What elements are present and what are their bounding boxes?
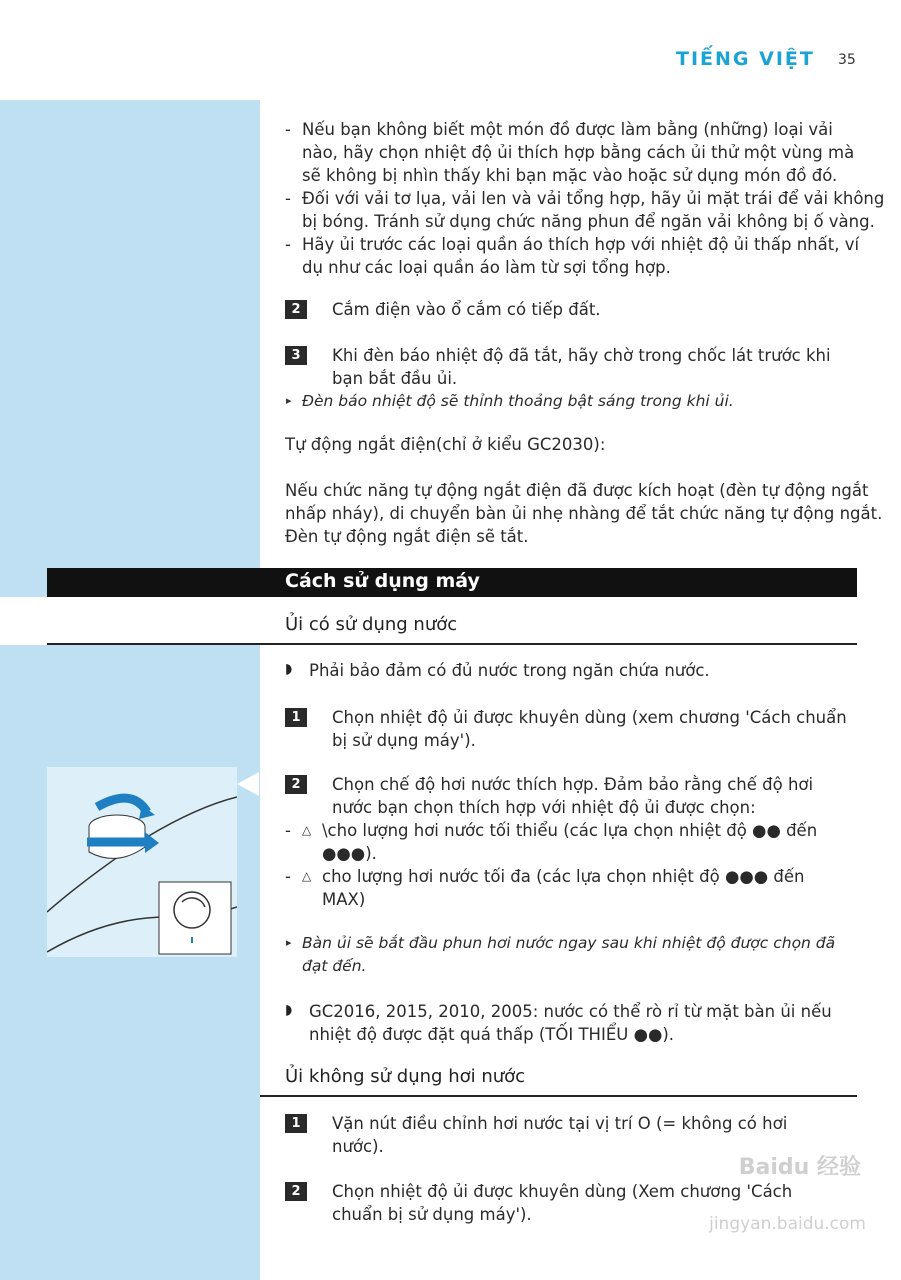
subsection-heading: Ủi có sử dụng nước [285, 614, 458, 635]
step-text: Cắm điện vào ổ cắm có tiếp đất. [332, 300, 601, 319]
dash-bullet: - [285, 867, 291, 886]
option-text: cho lượng hơi nước tối đa (các lựa chọn nhiệt độ ●●● đến [322, 867, 805, 886]
step-text: Chọn chế độ hơi nước thích hợp. Đảm bảo rằng chế độ hơi [332, 775, 814, 794]
pointer-notch [237, 772, 259, 796]
step-text: bị sử dụng máy'). [332, 731, 476, 750]
note-text: GC2016, 2015, 2010, 2005: nước có thể rò rỉ từ mặt bàn ủi nếu [309, 1002, 832, 1021]
step-number-badge: 2 [285, 300, 307, 319]
step-text: Khi đèn báo nhiệt độ đã tắt, hãy chờ trong chốc lát trước khi [332, 346, 831, 365]
section-rule [260, 1095, 857, 1097]
section-title: Cách sử dụng máy [285, 570, 480, 592]
auto-off-body: Nếu chức năng tự động ngắt điện đã được kích hoạt (đèn tự động ngắt [285, 481, 869, 500]
dash-bullet: - [285, 120, 291, 139]
auto-off-body: Đèn tự động ngắt điện sẽ tắt. [285, 527, 529, 546]
bullet-text: Đối với vải tơ lụa, vải len và vải tổng hợp, hãy ủi mặt trái để vải không [302, 189, 885, 208]
note-marker-icon: ◗ [285, 1002, 293, 1018]
step-number-badge: 1 [285, 708, 307, 727]
step-text: nước). [332, 1137, 384, 1156]
iron-dial-illustration [47, 767, 237, 957]
iron-illustration-svg [47, 767, 237, 957]
bullet-text: Nếu bạn không biết một món đồ được làm bằng (những) loại vải [302, 120, 833, 139]
max-steam-icon: △ [302, 869, 312, 883]
option-text: \cho lượng hơi nước tối thiểu (các lựa chọn nhiệt độ ●● đến [322, 821, 818, 840]
bullet-text: bị bóng. Tránh sử dụng chức năng phun để ngăn vải không bị ố vàng. [302, 212, 875, 231]
step-result-text: Bàn ủi sẽ bắt đầu phun hơi nước ngay sau khi nhiệt độ được chọn đã [302, 934, 836, 952]
bullet-text: dụ như các loại quần áo làm từ sợi tổng hợp. [302, 258, 671, 277]
watermark-logo: Baidu 经验 [738, 1155, 861, 1180]
step-text: chuẩn bị sử dụng máy'). [332, 1205, 532, 1224]
auto-off-body: nhấp nháy), di chuyển bàn ủi nhẹ nhàng để tắt chức năng tự động ngắt. [285, 504, 883, 523]
note-marker-icon: ◗ [285, 661, 293, 677]
bullet-text: sẽ không bị nhìn thấy khi bạn mặc vào hoặc sử dụng món đồ đó. [302, 166, 838, 185]
note-text: nhiệt độ được đặt quá thấp (TỐI THIỂU ●●). [309, 1025, 675, 1044]
language-heading: TIẾNG VIỆT [676, 48, 815, 70]
dash-bullet: - [285, 189, 291, 208]
sidebar-gap [0, 597, 260, 645]
step-text: Chọn nhiệt độ ủi được khuyên dùng (xem chương 'Cách chuẩn [332, 708, 847, 727]
step-number-badge: 2 [285, 775, 307, 794]
page-number: 35 [838, 52, 856, 68]
result-arrow-icon: ▸ [286, 936, 292, 949]
dash-bullet: - [285, 235, 291, 254]
step-text: nước bạn chọn thích hợp với nhiệt độ ủi được chọn: [332, 798, 756, 817]
step-text: bạn bắt đầu ủi. [332, 369, 458, 388]
option-text: MAX) [322, 890, 366, 909]
bullet-text: Hãy ủi trước các loại quần áo thích hợp với nhiệt độ ủi thấp nhất, ví [302, 235, 860, 254]
subsection-heading: Ủi không sử dụng hơi nước [285, 1066, 526, 1087]
bullet-text: nào, hãy chọn nhiệt độ ủi thích hợp bằng cách ủi thử một vùng mà [302, 143, 855, 162]
dash-bullet: - [285, 821, 291, 840]
result-arrow-icon: ▸ [286, 394, 292, 407]
step-number-badge: 3 [285, 346, 307, 365]
step-number-badge: 1 [285, 1114, 307, 1133]
step-text: Chọn nhiệt độ ủi được khuyên dùng (Xem chương 'Cách [332, 1182, 793, 1201]
watermark-url: jingyan.baidu.com [709, 1214, 866, 1234]
min-steam-icon: △ [302, 823, 312, 837]
auto-off-title: Tự động ngắt điện(chỉ ở kiểu GC2030): [285, 435, 606, 454]
section-rule [47, 643, 857, 645]
step-result-text: đạt đến. [302, 957, 367, 975]
step-number-badge: 2 [285, 1182, 307, 1201]
step-result-text: Đèn báo nhiệt độ sẽ thỉnh thoảng bật sáng trong khi ủi. [302, 392, 734, 410]
step-text: Vặn nút điều chỉnh hơi nước tại vị trí O (= không có hơi [332, 1114, 788, 1133]
option-text: ●●●). [322, 844, 377, 863]
sidebar-panel [0, 100, 260, 1280]
note-text: Phải bảo đảm có đủ nước trong ngăn chứa nước. [309, 661, 710, 680]
